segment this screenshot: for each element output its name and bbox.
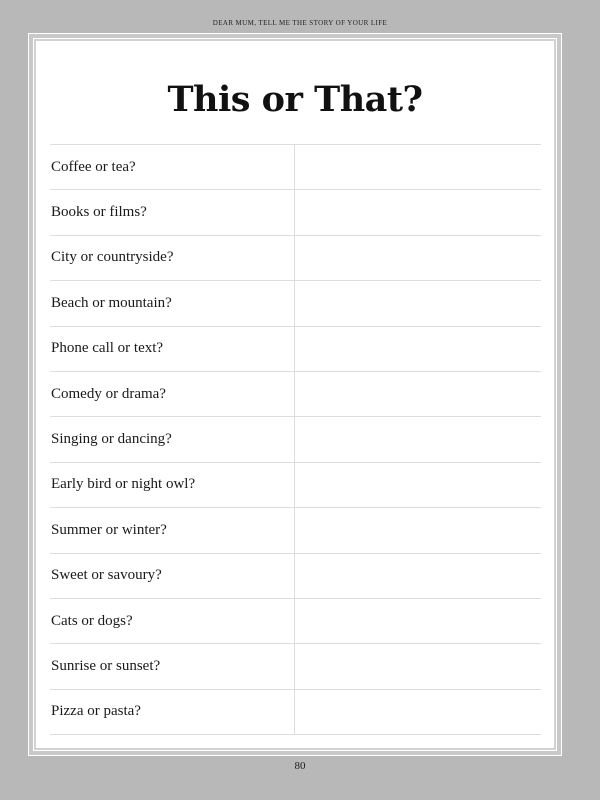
- page-title: This or That?: [167, 79, 423, 120]
- answer-cell[interactable]: [295, 690, 541, 734]
- table-row: [50, 463, 541, 508]
- answer-cell[interactable]: [295, 508, 541, 552]
- answer-cell[interactable]: [295, 145, 541, 189]
- question-label: Sweet or savoury?: [50, 554, 295, 598]
- question-label: Sunrise or sunset?: [50, 644, 295, 688]
- table-row: [50, 372, 541, 417]
- question-label: Summer or winter?: [50, 508, 295, 552]
- question-label: Books or films?: [50, 190, 295, 234]
- answer-cell[interactable]: [295, 644, 541, 688]
- question-label: Singing or dancing?: [50, 417, 295, 461]
- question-label: Pizza or pasta?: [50, 690, 295, 734]
- table-row: [50, 417, 541, 462]
- question-label: Beach or mountain?: [50, 281, 295, 325]
- answer-cell[interactable]: [295, 190, 541, 234]
- question-label: Coffee or tea?: [50, 145, 295, 189]
- answer-cell[interactable]: [295, 417, 541, 461]
- question-label: Comedy or drama?: [50, 372, 295, 416]
- answer-cell[interactable]: [295, 327, 541, 371]
- table-row: [50, 236, 541, 281]
- table-row: [50, 644, 541, 689]
- answer-cell[interactable]: [295, 236, 541, 280]
- answer-cell[interactable]: [295, 463, 541, 507]
- answer-cell[interactable]: [295, 599, 541, 643]
- answer-cell[interactable]: [295, 554, 541, 598]
- table-row: [50, 190, 541, 235]
- table-row: [50, 508, 541, 553]
- answer-cell[interactable]: [295, 281, 541, 325]
- question-label: Cats or dogs?: [50, 599, 295, 643]
- running-head: DEAR MUM, TELL ME THE STORY OF YOUR LIFE: [212, 19, 388, 27]
- question-label: Early bird or night owl?: [50, 463, 295, 507]
- table-row: [50, 690, 541, 735]
- question-label: Phone call or text?: [50, 327, 295, 371]
- answer-cell[interactable]: [295, 372, 541, 416]
- question-table: [50, 144, 541, 735]
- table-row: [50, 145, 541, 190]
- table-row: [50, 281, 541, 326]
- question-label: City or countryside?: [50, 236, 295, 280]
- table-row: [50, 599, 541, 644]
- table-row: [50, 327, 541, 372]
- table-row: [50, 554, 541, 599]
- page-number: 80: [294, 760, 306, 772]
